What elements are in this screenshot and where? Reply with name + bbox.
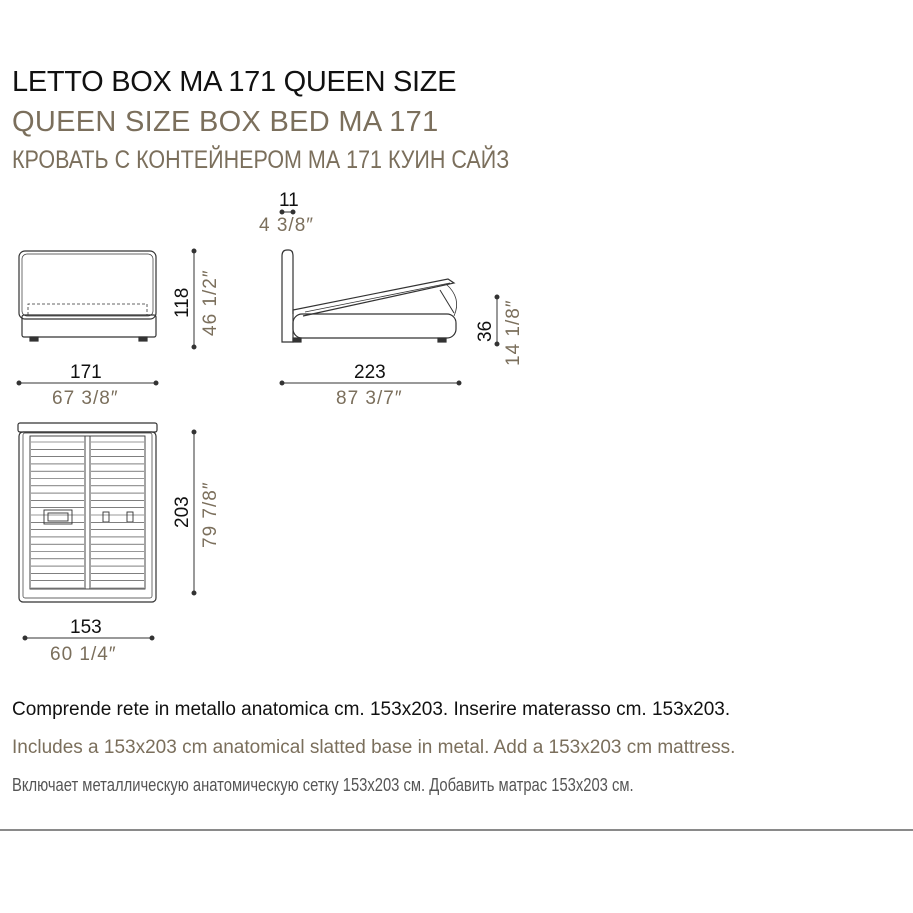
top-view-drawing bbox=[18, 423, 157, 602]
side-length-cm: 223 bbox=[354, 362, 386, 383]
title-italian: LETTO BOX MA 171 QUEEN SIZE bbox=[12, 66, 457, 98]
front-height-in: 46 1/2″ bbox=[200, 269, 221, 336]
bottom-divider bbox=[0, 829, 913, 831]
headboard-depth-cm: 11 bbox=[279, 190, 299, 211]
note-english: Includes a 153x203 cm anatomical slatted base in metal. Add a 153x203 cm mattress. bbox=[12, 737, 736, 758]
front-width-in: 67 3/8″ bbox=[52, 388, 119, 409]
front-view-drawing bbox=[19, 251, 156, 341]
front-height-cm: 118 bbox=[172, 287, 193, 318]
top-width-cm: 153 bbox=[70, 617, 102, 638]
top-length-cm: 203 bbox=[172, 496, 193, 528]
note-russian: Включает металлическую анатомическую сетку 153х203 см. Добавить матрас 153х203 см. bbox=[12, 775, 634, 795]
front-width-cm: 171 bbox=[70, 362, 102, 383]
base-height-in: 14 1/8″ bbox=[503, 299, 524, 366]
top-length-in: 79 7/8″ bbox=[200, 481, 221, 548]
top-view-handles bbox=[44, 510, 133, 524]
side-length-in: 87 3/7″ bbox=[336, 388, 403, 409]
top-width-in: 60 1/4″ bbox=[50, 644, 117, 665]
side-view-drawing bbox=[282, 250, 457, 342]
base-height-cm: 36 bbox=[475, 320, 496, 342]
title-russian: КРОВАТЬ С КОНТЕЙНЕРОМ МА 171 КУИН САЙЗ bbox=[12, 146, 510, 174]
note-italian: Comprende rete in metallo anatomica cm. 153x203. Inserire materasso cm. 153x203. bbox=[12, 699, 731, 720]
title-english: QUEEN SIZE BOX BED MA 171 bbox=[12, 106, 439, 138]
headboard-depth-in: 4 3/8″ bbox=[259, 215, 314, 236]
